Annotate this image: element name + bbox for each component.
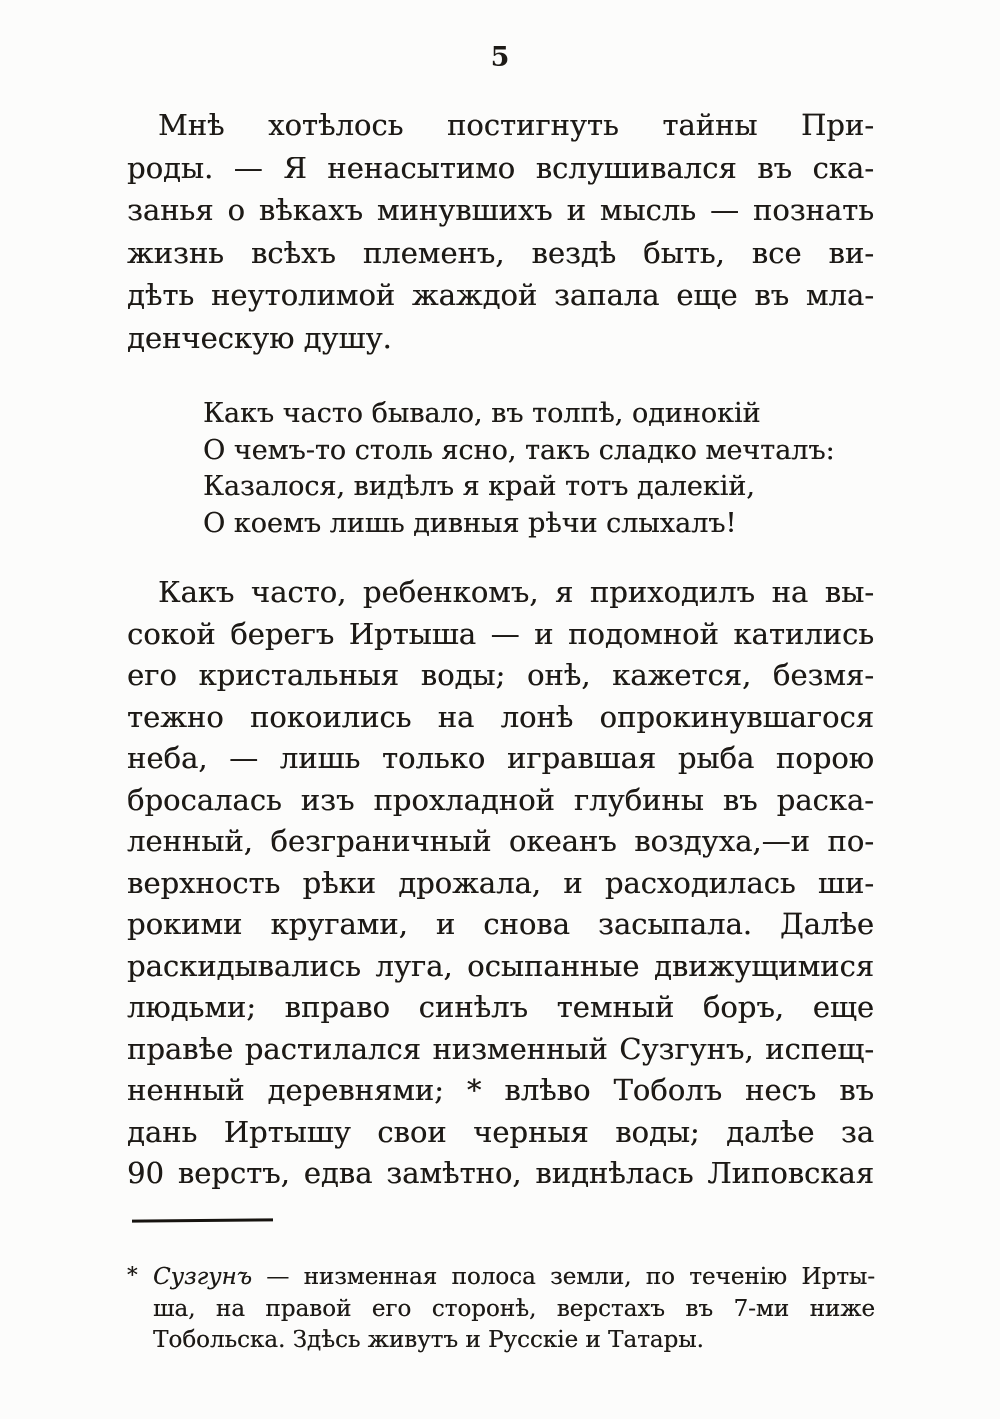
- text-line-with-footnote-ref: ненный деревнями; * влѣво Тоболъ несъ въ: [127, 1073, 874, 1107]
- footnote-divider-rule: [132, 1218, 273, 1222]
- footnote-text: — низменная полоса земли, по теченію Ирты-: [251, 1264, 875, 1290]
- text-line: 90 верстъ, едва замѣтно, виднѣлась Липовская: [127, 1156, 874, 1190]
- footnote-line: [127, 1262, 875, 1294]
- text-line: бросалась изъ прохладной глубины въ раска-: [127, 782, 874, 817]
- verse-quatrain: [203, 396, 843, 542]
- footnote-asterisk: *: [127, 1263, 138, 1287]
- verse-line: Какъ часто бывало, въ толпѣ, одинокій: [203, 398, 761, 429]
- text-line: раскидывались луга, осыпанные движущимися: [127, 948, 874, 983]
- text-line: его кристальныя воды; онѣ, кажется, безмя-: [127, 658, 874, 692]
- text-line: ленный, безграничный океанъ воздуха,—и по-: [127, 824, 874, 858]
- text-line: рокими кругами, и снова засыпала. Далѣе: [127, 907, 874, 941]
- verse-line: О коемъ лишь дивныя рѣчи слыхалъ!: [203, 507, 737, 539]
- text-line: роды. — Я ненасытимо вслушивался въ ска-: [127, 150, 874, 185]
- footnote-line: Тобольска. Здѣсь живутъ и Русскіе и Татары.: [153, 1327, 704, 1353]
- text-line: неба, — лишь только игравшая рыба порою: [127, 741, 874, 775]
- verse-line: О чемъ-то столь ясно, такъ сладко мечталъ:: [203, 434, 835, 466]
- text-line: сокой берегъ Иртыша — и подомной катились: [127, 616, 874, 651]
- footnote-line: ша, на правой его сторонѣ, верстахъ въ 7-ми ниже: [153, 1295, 875, 1322]
- verse-line: Казалося, видѣлъ я край тотъ далекій,: [203, 471, 755, 502]
- footnote-term: Сузгунъ: [153, 1264, 252, 1290]
- text-line: занья о вѣкахъ минувшихъ и мысль — познать: [127, 193, 874, 227]
- text-line: тежно покоились на лонѣ опрокинувшагося: [127, 699, 874, 734]
- text-line: жизнь всѣхъ племенъ, вездѣ быть, все ви-: [127, 235, 874, 270]
- text-line: верхность рѣки дрожала, и расходилась ши-: [127, 865, 874, 900]
- opening-paragraph: [127, 104, 874, 359]
- text-line: Какъ часто, ребенкомъ, я приходилъ на вы-: [158, 575, 874, 609]
- footnote: [127, 1262, 875, 1357]
- text-line: дань Иртышу свои черныя воды; далѣе за: [127, 1114, 874, 1149]
- text-line: людьми; вправо синѣлъ темный боръ, еще: [127, 990, 874, 1024]
- text-line: правѣе растилался низменный Сузгунъ, испещ-: [127, 1031, 874, 1066]
- page-number: 5: [490, 42, 510, 73]
- text-line: Мнѣ хотѣлось постигнуть тайны При-: [158, 108, 874, 142]
- text-line: денческую душу.: [127, 320, 392, 355]
- text-line: дѣть неутолимой жаждой запала еще въ мла-: [127, 278, 874, 312]
- main-paragraph: [127, 572, 874, 1195]
